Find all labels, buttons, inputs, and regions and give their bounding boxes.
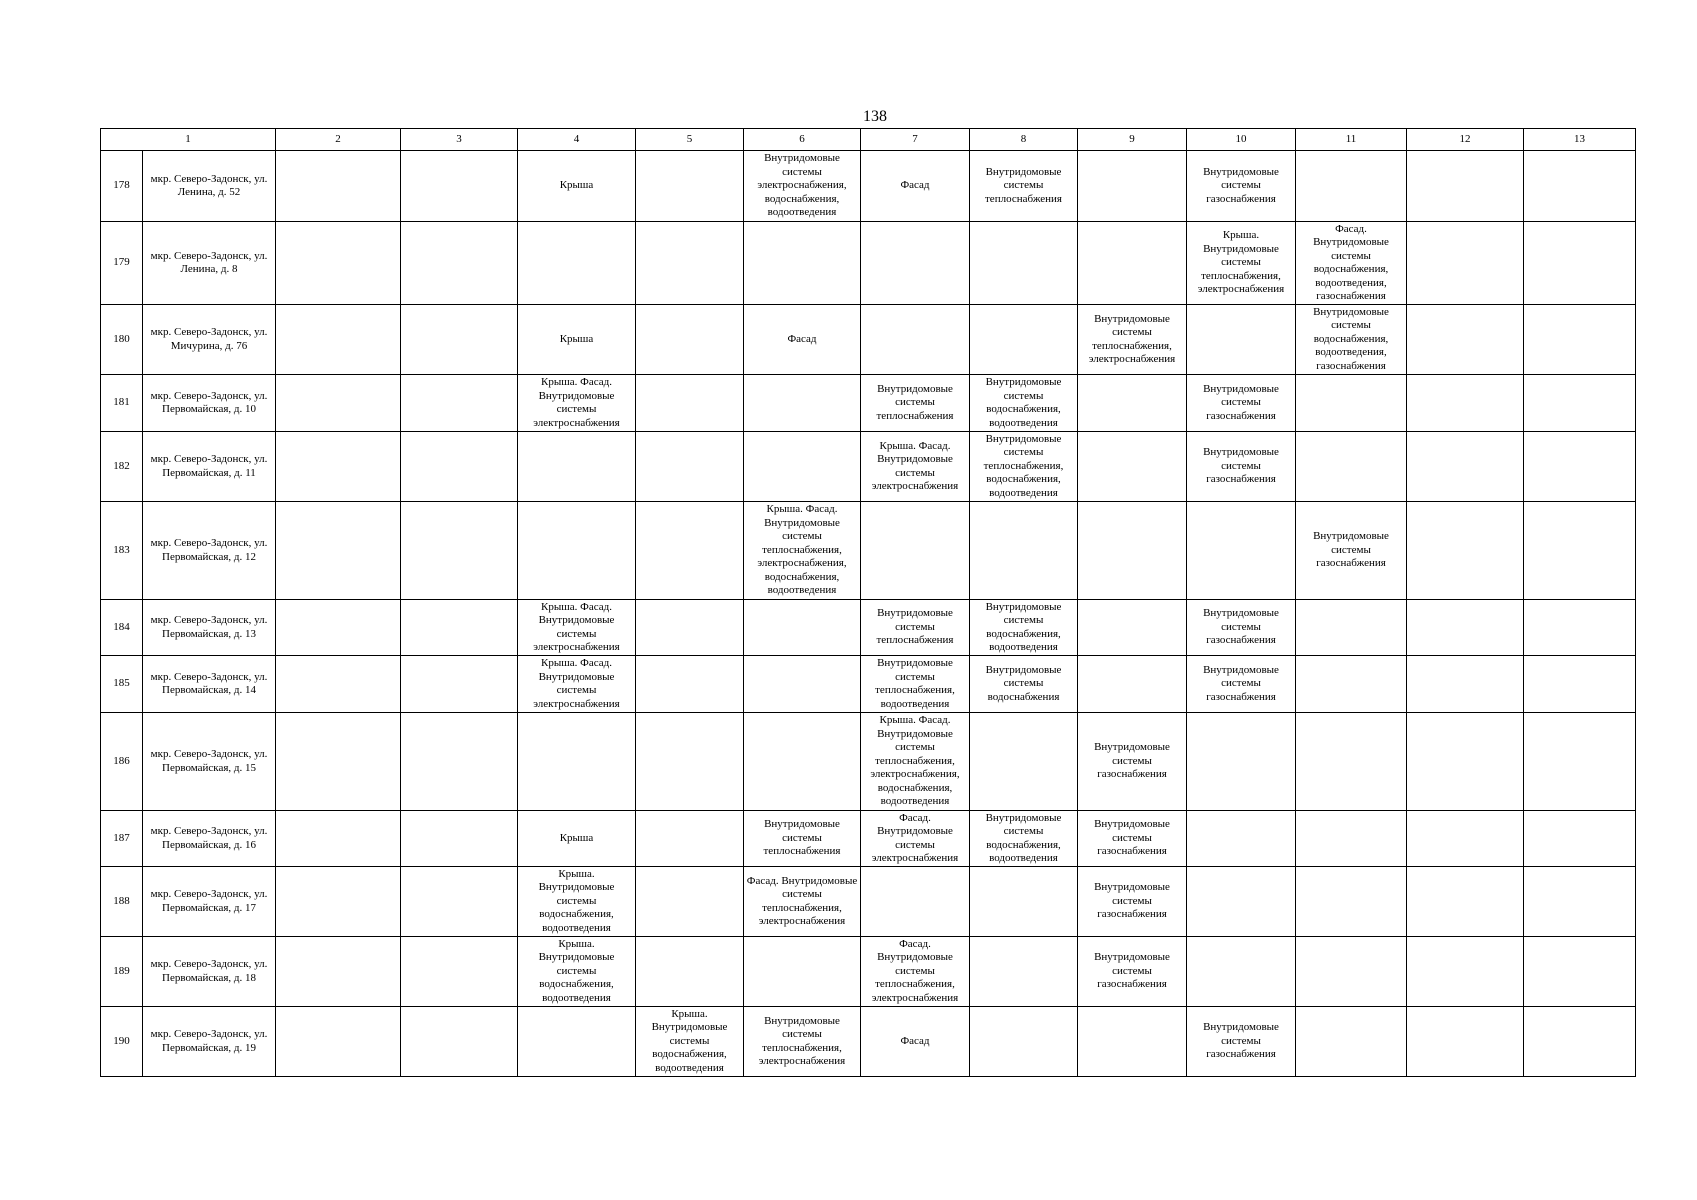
work-cell-col-9 <box>1078 1007 1187 1077</box>
work-cell-col-4 <box>518 432 636 502</box>
work-cell-col-5: Крыша. Внутридомовые системы водоснабжения, водоотведения <box>636 1007 744 1077</box>
table-row <box>101 222 1636 305</box>
repair-schedule-table <box>100 128 1636 1077</box>
work-cell-col-4 <box>518 222 636 305</box>
work-cell-col-4: Крыша. Фасад. Внутридомовые системы электроснабжения <box>518 375 636 432</box>
work-cell-col-12 <box>1407 811 1524 867</box>
address-cell: мкр. Северо-Задонск, ул. Первомайская, д. 15 <box>143 713 276 811</box>
column-header: 4 <box>518 129 636 151</box>
work-cell-col-13 <box>1524 375 1636 432</box>
work-cell-col-12 <box>1407 600 1524 656</box>
work-cell-col-2 <box>276 600 401 656</box>
address-cell: мкр. Северо-Задонск, ул. Мичурина, д. 76 <box>143 305 276 375</box>
address-cell: мкр. Северо-Задонск, ул. Первомайская, д. 16 <box>143 811 276 867</box>
work-cell-col-10 <box>1187 713 1296 811</box>
work-cell-col-5 <box>636 502 744 600</box>
work-cell-col-9: Внутридомовые системы газоснабжения <box>1078 867 1187 937</box>
work-cell-col-6 <box>744 600 861 656</box>
work-cell-col-3 <box>401 1007 518 1077</box>
header-row <box>101 129 1636 151</box>
work-cell-col-7: Внутридомовые системы теплоснабжения, водоотведения <box>861 656 970 713</box>
work-cell-col-2 <box>276 1007 401 1077</box>
work-cell-col-12 <box>1407 432 1524 502</box>
work-cell-col-11 <box>1296 713 1407 811</box>
work-cell-col-2 <box>276 305 401 375</box>
work-cell-col-13 <box>1524 600 1636 656</box>
work-cell-col-3 <box>401 656 518 713</box>
address-cell: мкр. Северо-Задонск, ул. Ленина, д. 8 <box>143 222 276 305</box>
work-cell-col-4: Крыша. Фасад. Внутридомовые системы электроснабжения <box>518 600 636 656</box>
work-cell-col-8: Внутридомовые системы теплоснабжения <box>970 151 1078 222</box>
address-cell: мкр. Северо-Задонск, ул. Ленина, д. 52 <box>143 151 276 222</box>
work-cell-col-10: Внутридомовые системы газоснабжения <box>1187 1007 1296 1077</box>
work-cell-col-9 <box>1078 656 1187 713</box>
work-cell-col-11 <box>1296 867 1407 937</box>
address-cell: мкр. Северо-Задонск, ул. Первомайская, д. 14 <box>143 656 276 713</box>
row-number: 190 <box>101 1007 143 1077</box>
work-cell-col-10: Внутридомовые системы газоснабжения <box>1187 656 1296 713</box>
work-cell-col-5 <box>636 151 744 222</box>
table-row <box>101 937 1636 1007</box>
work-cell-col-6: Фасад. Внутридомовые системы теплоснабжения, электроснабжения <box>744 867 861 937</box>
work-cell-col-7: Внутридомовые системы теплоснабжения <box>861 375 970 432</box>
table-row <box>101 151 1636 222</box>
work-cell-col-5 <box>636 867 744 937</box>
work-cell-col-2 <box>276 656 401 713</box>
page-number: 138 <box>863 108 887 125</box>
work-cell-col-6 <box>744 937 861 1007</box>
work-cell-col-13 <box>1524 432 1636 502</box>
work-cell-col-10 <box>1187 811 1296 867</box>
row-number: 185 <box>101 656 143 713</box>
column-header: 2 <box>276 129 401 151</box>
work-cell-col-13 <box>1524 151 1636 222</box>
work-cell-col-10: Крыша. Внутридомовые системы теплоснабжения, электроснабжения <box>1187 222 1296 305</box>
work-cell-col-8 <box>970 1007 1078 1077</box>
work-cell-col-6: Внутридомовые системы электроснабжения, водоснабжения, водоотведения <box>744 151 861 222</box>
work-cell-col-7: Фасад <box>861 151 970 222</box>
work-cell-col-2 <box>276 937 401 1007</box>
work-cell-col-11: Внутридомовые системы газоснабжения <box>1296 502 1407 600</box>
work-cell-col-9 <box>1078 222 1187 305</box>
work-cell-col-13 <box>1524 502 1636 600</box>
work-cell-col-4: Крыша <box>518 811 636 867</box>
work-cell-col-3 <box>401 713 518 811</box>
column-header: 1 <box>101 129 276 151</box>
work-cell-col-10: Внутридомовые системы газоснабжения <box>1187 375 1296 432</box>
work-cell-col-13 <box>1524 867 1636 937</box>
work-cell-col-2 <box>276 222 401 305</box>
work-cell-col-6: Фасад <box>744 305 861 375</box>
work-cell-col-2 <box>276 502 401 600</box>
work-cell-col-9: Внутридомовые системы газоснабжения <box>1078 937 1187 1007</box>
work-cell-col-3 <box>401 811 518 867</box>
work-cell-col-10 <box>1187 867 1296 937</box>
column-header: 10 <box>1187 129 1296 151</box>
work-cell-col-10: Внутридомовые системы газоснабжения <box>1187 432 1296 502</box>
work-cell-col-2 <box>276 713 401 811</box>
work-cell-col-11 <box>1296 375 1407 432</box>
work-cell-col-11 <box>1296 151 1407 222</box>
row-number: 183 <box>101 502 143 600</box>
work-cell-col-12 <box>1407 151 1524 222</box>
work-cell-col-11: Внутридомовые системы водоснабжения, водоотведения, газоснабжения <box>1296 305 1407 375</box>
table-row <box>101 656 1636 713</box>
work-cell-col-13 <box>1524 713 1636 811</box>
work-cell-col-2 <box>276 432 401 502</box>
work-cell-col-5 <box>636 811 744 867</box>
table-header <box>101 129 1636 151</box>
work-cell-col-12 <box>1407 1007 1524 1077</box>
work-cell-col-4 <box>518 713 636 811</box>
address-cell: мкр. Северо-Задонск, ул. Первомайская, д. 17 <box>143 867 276 937</box>
work-cell-col-9 <box>1078 502 1187 600</box>
address-cell: мкр. Северо-Задонск, ул. Первомайская, д. 10 <box>143 375 276 432</box>
work-cell-col-8 <box>970 502 1078 600</box>
column-header: 5 <box>636 129 744 151</box>
column-header: 9 <box>1078 129 1187 151</box>
work-cell-col-6 <box>744 375 861 432</box>
work-cell-col-6 <box>744 432 861 502</box>
work-cell-col-6 <box>744 222 861 305</box>
work-cell-col-10: Внутридомовые системы газоснабжения <box>1187 600 1296 656</box>
work-cell-col-11 <box>1296 937 1407 1007</box>
work-cell-col-8: Внутридомовые системы водоснабжения, водоотведения <box>970 375 1078 432</box>
work-cell-col-12 <box>1407 867 1524 937</box>
work-cell-col-13 <box>1524 811 1636 867</box>
work-cell-col-3 <box>401 600 518 656</box>
table-body <box>101 151 1636 1077</box>
address-cell: мкр. Северо-Задонск, ул. Первомайская, д. 19 <box>143 1007 276 1077</box>
work-cell-col-2 <box>276 867 401 937</box>
work-cell-col-12 <box>1407 375 1524 432</box>
table-row <box>101 1007 1636 1077</box>
work-cell-col-9 <box>1078 375 1187 432</box>
work-cell-col-5 <box>636 937 744 1007</box>
work-cell-col-9: Внутридомовые системы теплоснабжения, электроснабжения <box>1078 305 1187 375</box>
table-row <box>101 600 1636 656</box>
work-cell-col-7 <box>861 867 970 937</box>
work-cell-col-4: Крыша. Фасад. Внутридомовые системы электроснабжения <box>518 656 636 713</box>
column-header: 12 <box>1407 129 1524 151</box>
column-header: 13 <box>1524 129 1636 151</box>
row-number: 189 <box>101 937 143 1007</box>
work-cell-col-6: Внутридомовые системы теплоснабжения, электроснабжения <box>744 1007 861 1077</box>
work-cell-col-10 <box>1187 937 1296 1007</box>
work-cell-col-7: Внутридомовые системы теплоснабжения <box>861 600 970 656</box>
work-cell-col-8: Внутридомовые системы водоснабжения, водоотведения <box>970 811 1078 867</box>
work-cell-col-11: Фасад. Внутридомовые системы водоснабжения, водоотведения, газоснабжения <box>1296 222 1407 305</box>
work-cell-col-8 <box>970 222 1078 305</box>
table-row <box>101 811 1636 867</box>
work-cell-col-3 <box>401 502 518 600</box>
work-cell-col-3 <box>401 375 518 432</box>
work-cell-col-2 <box>276 151 401 222</box>
work-cell-col-5 <box>636 305 744 375</box>
work-cell-col-9: Внутридомовые системы газоснабжения <box>1078 713 1187 811</box>
work-cell-col-13 <box>1524 656 1636 713</box>
work-cell-col-11 <box>1296 600 1407 656</box>
work-cell-col-7: Фасад <box>861 1007 970 1077</box>
work-cell-col-4: Крыша <box>518 151 636 222</box>
work-cell-col-3 <box>401 937 518 1007</box>
work-cell-col-12 <box>1407 305 1524 375</box>
row-number: 179 <box>101 222 143 305</box>
work-cell-col-3 <box>401 222 518 305</box>
work-cell-col-9 <box>1078 600 1187 656</box>
work-cell-col-4 <box>518 1007 636 1077</box>
address-cell: мкр. Северо-Задонск, ул. Первомайская, д. 18 <box>143 937 276 1007</box>
work-cell-col-12 <box>1407 656 1524 713</box>
work-cell-col-12 <box>1407 713 1524 811</box>
work-cell-col-3 <box>401 305 518 375</box>
column-header: 6 <box>744 129 861 151</box>
work-cell-col-2 <box>276 811 401 867</box>
work-cell-col-12 <box>1407 937 1524 1007</box>
table-row <box>101 432 1636 502</box>
table-row <box>101 713 1636 811</box>
work-cell-col-4 <box>518 502 636 600</box>
work-cell-col-7 <box>861 305 970 375</box>
work-cell-col-8: Внутридомовые системы водоснабжения <box>970 656 1078 713</box>
table-row <box>101 375 1636 432</box>
work-cell-col-7 <box>861 502 970 600</box>
work-cell-col-13 <box>1524 1007 1636 1077</box>
column-header: 11 <box>1296 129 1407 151</box>
work-cell-col-13 <box>1524 222 1636 305</box>
row-number: 181 <box>101 375 143 432</box>
work-cell-col-7: Фасад. Внутридомовые системы теплоснабжения, электроснабжения <box>861 937 970 1007</box>
work-cell-col-4: Крыша. Внутридомовые системы водоснабжения, водоотведения <box>518 937 636 1007</box>
work-cell-col-13 <box>1524 937 1636 1007</box>
work-cell-col-6 <box>744 713 861 811</box>
work-cell-col-8 <box>970 937 1078 1007</box>
address-cell: мкр. Северо-Задонск, ул. Первомайская, д. 11 <box>143 432 276 502</box>
address-cell: мкр. Северо-Задонск, ул. Первомайская, д. 13 <box>143 600 276 656</box>
address-cell: мкр. Северо-Задонск, ул. Первомайская, д. 12 <box>143 502 276 600</box>
work-cell-col-5 <box>636 432 744 502</box>
table-row <box>101 867 1636 937</box>
work-cell-col-7 <box>861 222 970 305</box>
work-cell-col-11 <box>1296 432 1407 502</box>
work-cell-col-10 <box>1187 305 1296 375</box>
work-cell-col-6 <box>744 656 861 713</box>
work-cell-col-2 <box>276 375 401 432</box>
work-cell-col-5 <box>636 600 744 656</box>
work-cell-col-9: Внутридомовые системы газоснабжения <box>1078 811 1187 867</box>
work-cell-col-8: Внутридомовые системы водоснабжения, водоотведения <box>970 600 1078 656</box>
work-cell-col-10: Внутридомовые системы газоснабжения <box>1187 151 1296 222</box>
work-cell-col-12 <box>1407 222 1524 305</box>
work-cell-col-5 <box>636 713 744 811</box>
work-cell-col-9 <box>1078 151 1187 222</box>
work-cell-col-4: Крыша. Внутридомовые системы водоснабжения, водоотведения <box>518 867 636 937</box>
table-row <box>101 305 1636 375</box>
work-cell-col-7: Крыша. Фасад. Внутридомовые системы теплоснабжения, электроснабжения, водоснабжения, водоотведения <box>861 713 970 811</box>
row-number: 184 <box>101 600 143 656</box>
row-number: 187 <box>101 811 143 867</box>
column-header: 3 <box>401 129 518 151</box>
row-number: 186 <box>101 713 143 811</box>
work-cell-col-7: Фасад. Внутридомовые системы электроснабжения <box>861 811 970 867</box>
row-number: 180 <box>101 305 143 375</box>
work-cell-col-11 <box>1296 1007 1407 1077</box>
work-cell-col-3 <box>401 432 518 502</box>
work-cell-col-6: Крыша. Фасад. Внутридомовые системы теплоснабжения, электроснабжения, водоснабжения, водоотведения <box>744 502 861 600</box>
work-cell-col-7: Крыша. Фасад. Внутридомовые системы электроснабжения <box>861 432 970 502</box>
row-number: 178 <box>101 151 143 222</box>
work-cell-col-5 <box>636 375 744 432</box>
work-cell-col-9 <box>1078 432 1187 502</box>
work-cell-col-8: Внутридомовые системы теплоснабжения, водоснабжения, водоотведения <box>970 432 1078 502</box>
work-cell-col-6: Внутридомовые системы теплоснабжения <box>744 811 861 867</box>
work-cell-col-10 <box>1187 502 1296 600</box>
column-header: 8 <box>970 129 1078 151</box>
work-cell-col-11 <box>1296 656 1407 713</box>
work-cell-col-8 <box>970 305 1078 375</box>
table-row <box>101 502 1636 600</box>
work-cell-col-13 <box>1524 305 1636 375</box>
work-cell-col-4: Крыша <box>518 305 636 375</box>
row-number: 188 <box>101 867 143 937</box>
work-cell-col-3 <box>401 867 518 937</box>
work-cell-col-11 <box>1296 811 1407 867</box>
work-cell-col-12 <box>1407 502 1524 600</box>
work-cell-col-3 <box>401 151 518 222</box>
column-header: 7 <box>861 129 970 151</box>
work-cell-col-8 <box>970 713 1078 811</box>
work-cell-col-5 <box>636 222 744 305</box>
row-number: 182 <box>101 432 143 502</box>
work-cell-col-5 <box>636 656 744 713</box>
work-cell-col-8 <box>970 867 1078 937</box>
